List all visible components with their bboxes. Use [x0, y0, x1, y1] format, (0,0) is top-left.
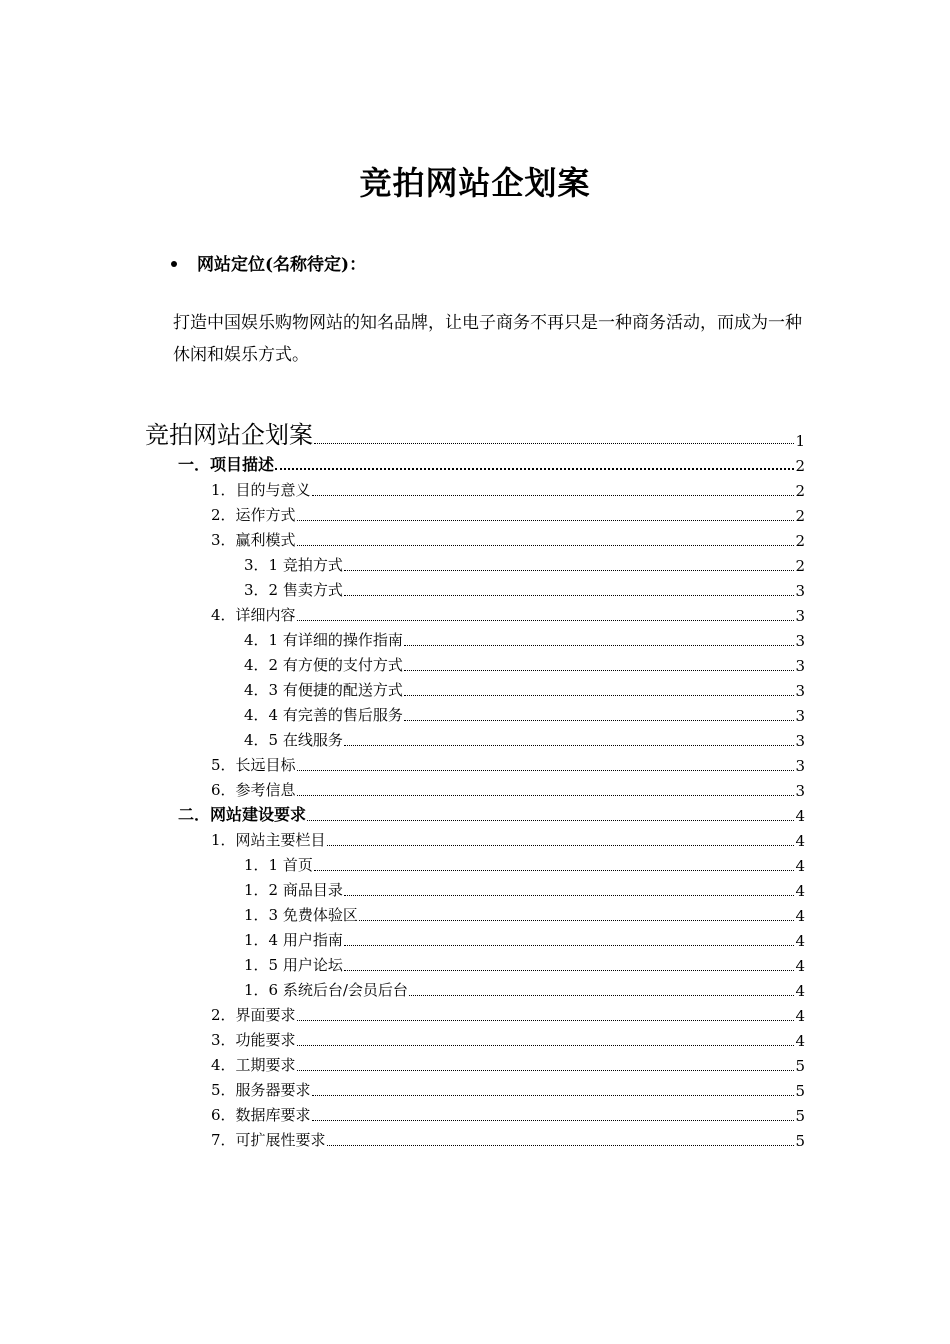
toc-entry-text: 5．服务器要求 [211, 1081, 311, 1099]
toc-entry[interactable] [145, 925, 805, 950]
toc-entry[interactable] [145, 600, 805, 625]
toc-entry[interactable] [145, 500, 805, 525]
toc-page-number: 5 [795, 1132, 805, 1150]
toc-entry[interactable] [145, 1025, 805, 1050]
bullet-icon [171, 261, 177, 267]
toc-leader-dots [297, 620, 795, 621]
toc-leader-dots [404, 720, 795, 721]
toc-page-number: 4 [795, 982, 805, 1000]
toc-page-number: 2 [795, 532, 805, 550]
toc-leader-dots [297, 1045, 795, 1046]
section-heading-text: 网站定位(名称待定)： [197, 255, 367, 275]
toc-page-number: 4 [795, 857, 805, 875]
toc-page-number: 5 [795, 1082, 805, 1100]
toc-leader-dots [404, 645, 795, 646]
toc-leader-dots [314, 870, 795, 871]
toc-entry-text: 3．1 竞拍方式 [244, 556, 343, 574]
toc-page-number: 5 [795, 1107, 805, 1125]
toc-page-number: 2 [795, 457, 805, 475]
section-heading [171, 250, 366, 275]
toc-entry-text: 7．可扩展性要求 [211, 1131, 326, 1149]
toc-entry-text: 1．6 系统后台/会员后台 [244, 981, 408, 999]
toc-leader-dots [344, 945, 795, 946]
toc-entry[interactable] [145, 650, 805, 675]
toc-entry[interactable] [145, 900, 805, 925]
toc-entry[interactable] [145, 675, 805, 700]
toc-page-number: 4 [795, 832, 805, 850]
toc-entry-text: 1．目的与意义 [211, 481, 311, 499]
toc-leader-dots [327, 845, 795, 846]
toc-entry[interactable] [145, 575, 805, 600]
toc-entry-text: 4．详细内容 [211, 606, 296, 624]
toc-page-number: 4 [795, 1032, 805, 1050]
toc-leader-dots [312, 1120, 795, 1121]
toc-page-number: 1 [795, 432, 805, 450]
toc-entry[interactable] [145, 775, 805, 800]
toc-entry-text: 竞拍网站企划案 [145, 421, 313, 449]
toc-page-number: 4 [795, 807, 805, 825]
toc-leader-dots [312, 495, 795, 496]
toc-leader-dots [409, 995, 795, 996]
toc-leader-dots [327, 1145, 795, 1146]
toc-entry-text: 二．网站建设要求 [178, 805, 307, 824]
toc-entry-text: 3．功能要求 [211, 1031, 296, 1049]
toc-entry[interactable] [145, 700, 805, 725]
toc-leader-dots [404, 670, 795, 671]
toc-page-number: 3 [795, 657, 805, 675]
toc-leader-dots [344, 595, 795, 596]
toc-entry-text: 6．参考信息 [211, 781, 296, 799]
toc-entry[interactable] [145, 950, 805, 975]
toc-leader-dots [314, 443, 794, 444]
toc-leader-dots [344, 745, 795, 746]
toc-entry-text: 5．长远目标 [211, 756, 296, 774]
toc-entry[interactable] [145, 625, 805, 650]
toc-entry-text: 2．运作方式 [211, 506, 296, 524]
toc-leader-dots [297, 545, 795, 546]
toc-entry[interactable] [145, 725, 805, 750]
toc-leader-dots [297, 1070, 795, 1071]
toc-entry[interactable] [145, 525, 805, 550]
toc-entry-text: 4．3 有便捷的配送方式 [244, 681, 403, 699]
intro-paragraph: 打造中国娱乐购物网站的知名品牌，让电子商务不再只是一种商务活动，而成为一种休闲和娱乐方式。 [173, 313, 802, 365]
toc-page-number: 4 [795, 932, 805, 950]
toc-leader-dots [359, 920, 795, 921]
toc-entry-text: 4．4 有完善的售后服务 [244, 706, 403, 724]
toc-leader-dots [297, 770, 795, 771]
toc-leader-dots [275, 468, 794, 470]
toc-leader-dots [344, 895, 795, 896]
toc-leader-dots [312, 1095, 795, 1096]
toc-page-number: 4 [795, 957, 805, 975]
toc-page-number: 4 [795, 907, 805, 925]
toc-entry-text: 4．1 有详细的操作指南 [244, 631, 403, 649]
toc-entry-text: 一．项目描述 [178, 455, 275, 474]
toc-entry-text: 1．2 商品目录 [244, 881, 343, 899]
toc-entry[interactable] [145, 850, 805, 875]
table-of-contents [145, 412, 805, 1150]
toc-entry-text: 4．5 在线服务 [244, 731, 343, 749]
toc-leader-dots [344, 570, 795, 571]
toc-entry[interactable] [145, 825, 805, 850]
toc-entry[interactable] [145, 1000, 805, 1025]
toc-page-number: 2 [795, 507, 805, 525]
toc-entry-text: 3．2 售卖方式 [244, 581, 343, 599]
toc-page-number: 5 [795, 1057, 805, 1075]
page-title: 竞拍网站企划案 [359, 164, 591, 202]
toc-entry-text: 3．赢利模式 [211, 531, 296, 549]
toc-entry-text: 1．网站主要栏目 [211, 831, 326, 849]
toc-entry-text: 4．2 有方便的支付方式 [244, 656, 403, 674]
toc-page-number: 3 [795, 757, 805, 775]
toc-page-number: 3 [795, 707, 805, 725]
toc-page-number: 2 [795, 557, 805, 575]
toc-leader-dots [297, 1020, 795, 1021]
toc-entry[interactable] [145, 800, 805, 825]
toc-page-number: 4 [795, 882, 805, 900]
toc-entry-text: 6．数据库要求 [211, 1106, 311, 1124]
toc-page-number: 3 [795, 607, 805, 625]
toc-page-number: 3 [795, 732, 805, 750]
toc-entry-text: 1．3 免费体验区 [244, 906, 358, 924]
toc-entry[interactable] [145, 1075, 805, 1100]
toc-entry[interactable] [145, 875, 805, 900]
toc-entry[interactable] [145, 550, 805, 575]
toc-page-number: 2 [795, 482, 805, 500]
toc-entry-text: 1．1 首页 [244, 856, 313, 874]
toc-leader-dots [404, 695, 795, 696]
toc-entry-text: 1．5 用户论坛 [244, 956, 343, 974]
toc-page-number: 4 [795, 1007, 805, 1025]
toc-entry-text: 1．4 用户指南 [244, 931, 343, 949]
toc-entry[interactable] [145, 1050, 805, 1075]
toc-entry-text: 4．工期要求 [211, 1056, 296, 1074]
toc-entry[interactable] [145, 1125, 805, 1150]
toc-entry-text: 2．界面要求 [211, 1006, 296, 1024]
toc-page-number: 3 [795, 682, 805, 700]
toc-entry[interactable] [145, 975, 805, 1000]
toc-entry[interactable] [145, 1100, 805, 1125]
toc-leader-dots [297, 795, 795, 796]
toc-page-number: 3 [795, 582, 805, 600]
toc-entry[interactable] [145, 750, 805, 775]
toc-page-number: 3 [795, 632, 805, 650]
toc-entry[interactable] [145, 450, 805, 475]
toc-leader-dots [297, 520, 795, 521]
toc-leader-dots [307, 820, 794, 821]
toc-entry[interactable] [145, 412, 805, 450]
toc-leader-dots [344, 970, 795, 971]
toc-page-number: 3 [795, 782, 805, 800]
toc-entry[interactable] [145, 475, 805, 500]
